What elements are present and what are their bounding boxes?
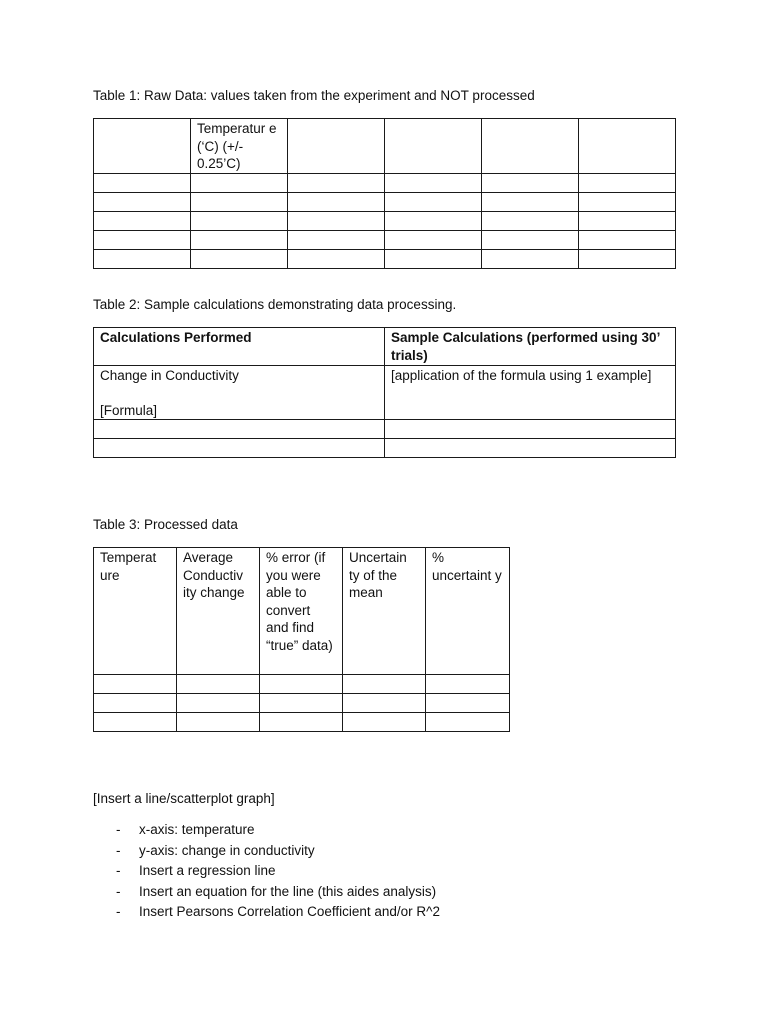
table-cell[interactable] <box>94 439 385 458</box>
table-cell[interactable] <box>94 231 191 250</box>
table-cell[interactable] <box>288 174 385 193</box>
table-row <box>94 231 676 250</box>
table3-caption: Table 3: Processed data <box>93 517 238 532</box>
list-item-text: Insert an equation for the line (this aides analysis) <box>139 883 437 899</box>
raw-data-table <box>93 118 676 269</box>
table-row <box>94 366 676 420</box>
table-cell[interactable] <box>94 193 191 212</box>
table-cell[interactable] <box>343 713 426 732</box>
table-cell[interactable] <box>94 174 191 193</box>
table-row <box>94 439 676 458</box>
list-item <box>93 861 440 882</box>
bullet-dash: - <box>116 863 121 878</box>
table-cell[interactable] <box>385 212 482 231</box>
table-cell[interactable] <box>94 250 191 269</box>
graph-requirements-list <box>93 820 440 923</box>
table-row <box>94 212 676 231</box>
list-item <box>93 902 440 923</box>
table-cell[interactable] <box>579 193 676 212</box>
list-item-text: Insert Pearsons Correlation Coefficient and/or R^2 <box>139 904 440 919</box>
table-cell[interactable] <box>191 212 288 231</box>
calculation-name: Change in Conductivity <box>100 368 239 383</box>
header-cell-6[interactable] <box>579 119 676 174</box>
table-cell[interactable] <box>260 713 343 732</box>
table1-caption: Table 1: Raw Data: values taken from the experiment and NOT processed <box>93 88 535 103</box>
table-cell[interactable] <box>288 212 385 231</box>
table-cell[interactable] <box>191 231 288 250</box>
table-cell[interactable] <box>343 675 426 694</box>
table-cell[interactable] <box>482 250 579 269</box>
table-cell[interactable] <box>385 193 482 212</box>
table-cell[interactable] <box>191 174 288 193</box>
table-cell[interactable] <box>260 694 343 713</box>
header-percent-error[interactable]: % error (if you were able to convert and find “true” data) <box>260 548 343 675</box>
formula-placeholder: [Formula] <box>100 402 158 418</box>
bullet-dash: - <box>116 842 121 858</box>
table-cell[interactable] <box>288 193 385 212</box>
table-row <box>94 713 510 732</box>
table-cell[interactable] <box>426 694 510 713</box>
table-header-row <box>94 119 676 174</box>
list-item-text: y-axis: change in conductivity <box>139 842 315 858</box>
table-row <box>94 420 676 439</box>
table-cell[interactable] <box>482 193 579 212</box>
header-average-conductivity-change[interactable]: Average Conductiv ity change <box>177 548 260 675</box>
header-percent-uncertainty[interactable]: % uncertaint y <box>426 548 510 675</box>
table-cell[interactable] <box>385 231 482 250</box>
table-cell[interactable] <box>177 713 260 732</box>
table-cell[interactable] <box>579 212 676 231</box>
table-cell[interactable] <box>482 174 579 193</box>
table-row <box>94 694 510 713</box>
table-cell[interactable] <box>94 675 177 694</box>
table-header-row <box>94 328 676 366</box>
table-cell[interactable] <box>94 212 191 231</box>
header-cell-temperature[interactable]: Temperatur e (‘C) (+/- 0.25’C) <box>191 119 288 174</box>
header-calculations-performed[interactable]: Calculations Performed <box>94 328 385 366</box>
table-cell[interactable] <box>191 193 288 212</box>
sample-calculation-cell[interactable]: [application of the formula using 1 example] <box>385 366 676 420</box>
header-cell-5[interactable] <box>482 119 579 174</box>
list-item <box>93 882 440 903</box>
table-row <box>94 193 676 212</box>
header-cell-3[interactable] <box>288 119 385 174</box>
table-cell[interactable] <box>579 231 676 250</box>
table-row <box>94 174 676 193</box>
list-item <box>93 820 440 841</box>
calculation-cell[interactable] <box>94 366 385 420</box>
table-header-row <box>94 548 510 675</box>
table-cell[interactable] <box>177 675 260 694</box>
table-cell[interactable] <box>94 420 385 439</box>
table-cell[interactable] <box>482 212 579 231</box>
table-cell[interactable] <box>94 713 177 732</box>
table-cell[interactable] <box>385 174 482 193</box>
table-cell[interactable] <box>385 439 676 458</box>
graph-instruction: [Insert a line/scatterplot graph] <box>93 791 275 806</box>
header-cell-4[interactable] <box>385 119 482 174</box>
table-cell[interactable] <box>385 420 676 439</box>
sample-calculations-table <box>93 327 676 458</box>
table-cell[interactable] <box>191 250 288 269</box>
table-cell[interactable] <box>177 694 260 713</box>
table-cell[interactable] <box>385 250 482 269</box>
bullet-dash: - <box>116 822 121 837</box>
list-item-text: Insert a regression line <box>139 863 276 878</box>
processed-data-table <box>93 547 510 732</box>
table-cell[interactable] <box>579 250 676 269</box>
bullet-dash: - <box>116 883 121 899</box>
bullet-dash: - <box>116 904 121 919</box>
table-cell[interactable] <box>94 694 177 713</box>
table-row <box>94 250 676 269</box>
header-sample-calculations[interactable]: Sample Calculations (performed using 30’ trials) <box>385 328 676 366</box>
table-cell[interactable] <box>288 250 385 269</box>
header-uncertainty-of-mean[interactable]: Uncertain ty of the mean <box>343 548 426 675</box>
table-cell[interactable] <box>426 675 510 694</box>
header-cell-1[interactable] <box>94 119 191 174</box>
table-row <box>94 675 510 694</box>
table2-caption: Table 2: Sample calculations demonstrating data processing. <box>93 297 457 312</box>
table-cell[interactable] <box>343 694 426 713</box>
table-cell[interactable] <box>579 174 676 193</box>
table-cell[interactable] <box>260 675 343 694</box>
header-temperature[interactable]: Temperat ure <box>94 548 177 675</box>
table-cell[interactable] <box>426 713 510 732</box>
list-item-text: x-axis: temperature <box>139 822 255 837</box>
table-cell[interactable] <box>288 231 385 250</box>
list-item <box>93 841 440 862</box>
table-cell[interactable] <box>482 231 579 250</box>
